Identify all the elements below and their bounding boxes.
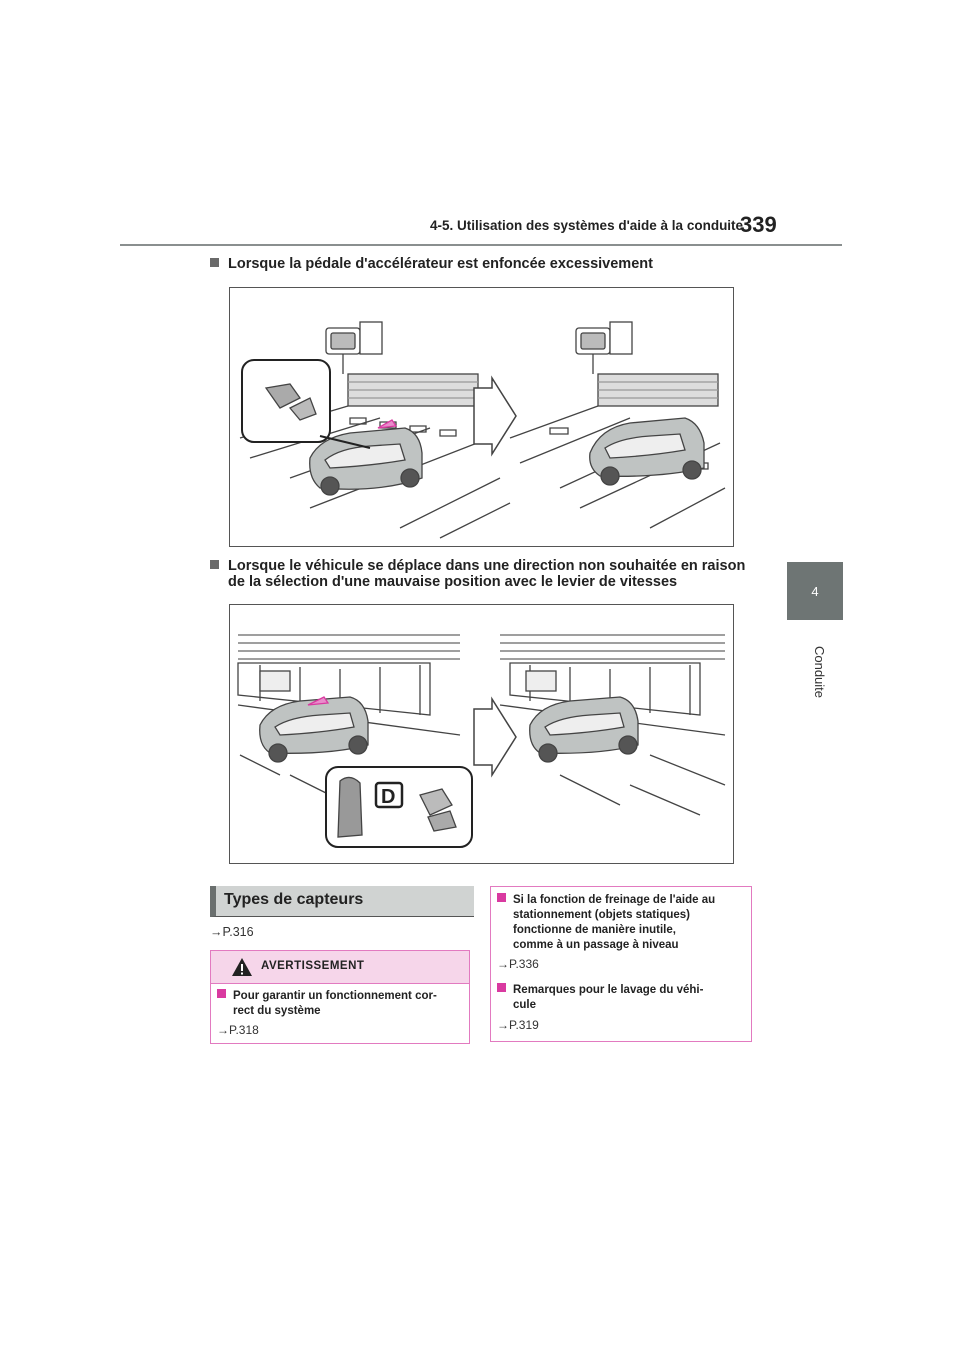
section2-heading: Lorsque le véhicule se déplace dans une direction non souhaitée en raison [210,554,745,579]
square-bullet-icon [497,893,506,902]
sensor-types-title: Types de capteurs [224,891,364,908]
square-bullet-icon [217,989,226,998]
figure-gear-selection-illustration [229,604,734,864]
square-bullet-icon [210,258,219,267]
warning-box [210,950,470,1044]
note-item-1: Si la fonction de freinage de l'aide au [497,893,715,908]
warning-item: Pour garantir un fonctionnement cor- [217,989,437,1004]
header-rule [120,244,842,246]
page-number: 339 [740,212,777,237]
sensor-types-header [210,886,474,917]
square-bullet-icon [497,983,506,992]
warning-title: AVERTISSEMENT [261,960,365,972]
notes-box [490,886,752,1042]
warning-ref-link[interactable]: →P.318 [217,1023,259,1037]
section2-heading-cont: de la sélection d'une mauvaise position avec le levier de vitesses [228,574,678,590]
square-bullet-icon [210,560,219,569]
chapter-label: Conduite [812,645,827,699]
figure-accelerator-illustration [229,287,734,547]
warning-triangle-icon [231,957,253,977]
gear-letter: D [381,786,396,808]
parking-lot-illustration-1 [230,288,733,546]
warning-item-cont: rect du système [233,1005,321,1017]
sensor-types-ref-link[interactable]: →P.316 [210,925,254,939]
note-item-2-ref-link[interactable]: →P.319 [497,1018,539,1032]
warning-header [211,951,469,984]
storefront-illustration [230,605,733,863]
chapter-tab: 4 [787,562,843,620]
note-item-1-line4: comme à un passage à niveau [513,939,679,951]
section1-heading: Lorsque la pédale d'accélérateur est enfoncée excessivement [210,252,653,277]
running-header: 4-5. Utilisation des systèmes d'aide à la conduite [430,218,744,233]
note-item-1-line2: stationnement (objets statiques) [513,909,690,921]
note-item-2: Remarques pour le lavage du véhi- [497,983,703,998]
note-item-1-line3: fonctionne de manière inutile, [513,924,676,936]
note-item-1-ref-link[interactable]: →P.336 [497,957,539,971]
note-item-2-line2: cule [513,999,537,1011]
